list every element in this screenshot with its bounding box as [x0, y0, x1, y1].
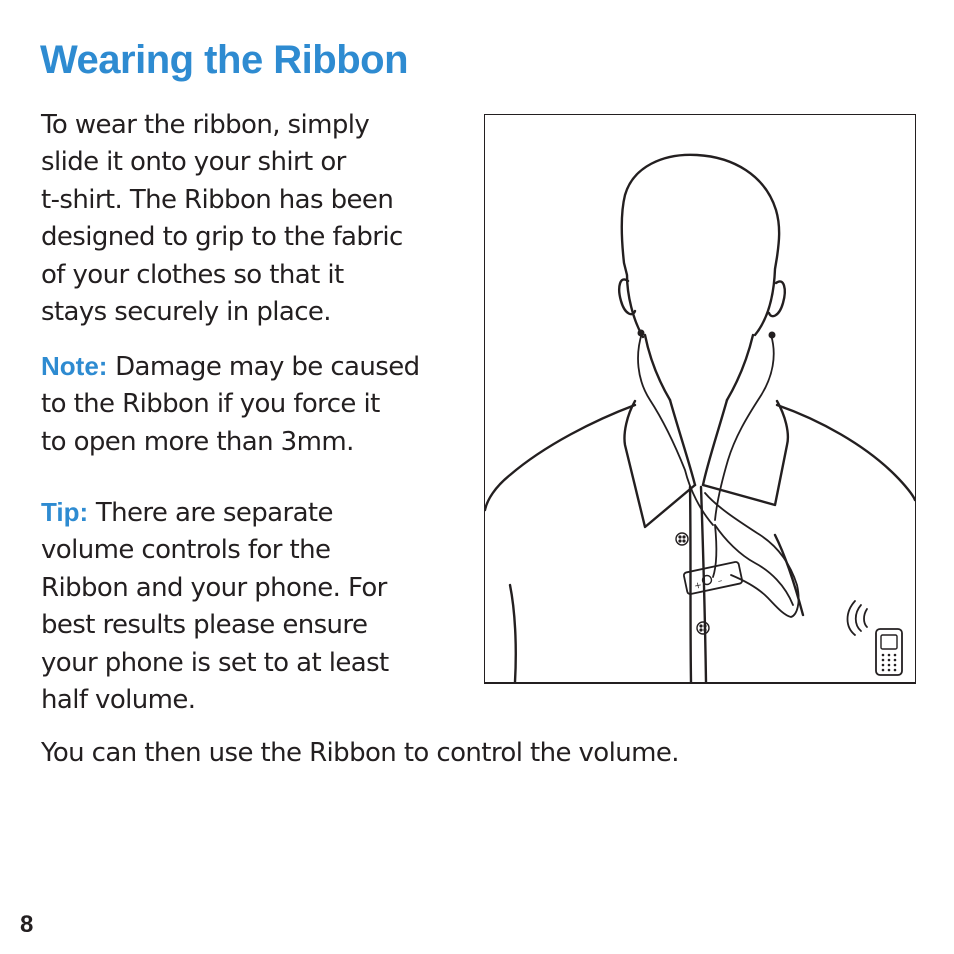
- intro-line: To wear the ribbon, simply: [41, 110, 370, 140]
- tip-line: [41, 494, 471, 532]
- shirt-button-icon: [676, 533, 688, 545]
- earphone-icon: [638, 333, 793, 605]
- page-number: 8: [20, 911, 34, 938]
- intro-line: designed to grip to the fabric: [41, 222, 403, 253]
- person-silhouette-icon: [485, 155, 915, 682]
- note-line: [41, 348, 471, 386]
- ribbon-device-icon: [683, 493, 798, 617]
- device-plus-label: +: [693, 580, 703, 592]
- note-paragraph: [41, 348, 471, 461]
- closing-paragraph: [41, 735, 901, 772]
- intro-line: stays securely in place.: [41, 297, 331, 328]
- tip-paragraph: [41, 494, 471, 719]
- ribbon-wearing-illustration: [484, 114, 916, 684]
- tip-line: best results please ensure: [41, 610, 368, 641]
- tip-line: volume controls for the: [41, 535, 331, 566]
- wireless-signal-icon: [848, 601, 868, 635]
- note-line: to the Ribbon if you force it: [41, 389, 380, 420]
- note-text: Damage may be caused: [107, 352, 420, 382]
- device-minus-label: –: [716, 576, 724, 587]
- earbud-right-icon: [769, 332, 776, 339]
- note-line: to open more than 3mm.: [41, 426, 354, 457]
- intro-line: t-shirt. The Ribbon has been: [41, 184, 394, 215]
- tip-text: There are separate: [88, 498, 333, 528]
- tip-line: your phone is set to at least: [41, 647, 389, 678]
- intro-line: slide it onto your shirt or: [41, 147, 346, 178]
- earbud-left-icon: [638, 330, 645, 337]
- closing-line: You can then use the Ribbon to control the volume.: [41, 738, 679, 768]
- page-title: Wearing the Ribbon: [40, 38, 409, 82]
- mobile-phone-icon: [876, 629, 902, 675]
- tip-line: Ribbon and your phone. For: [41, 572, 387, 603]
- intro-paragraph: [41, 107, 471, 331]
- note-label: Note:: [41, 351, 108, 381]
- shirt-button-icon: [697, 622, 709, 634]
- phone-keypad-icon: [882, 654, 897, 672]
- intro-line: of your clothes so that it: [41, 259, 344, 290]
- tip-line: half volume.: [41, 685, 196, 716]
- tip-label: Tip:: [41, 497, 89, 527]
